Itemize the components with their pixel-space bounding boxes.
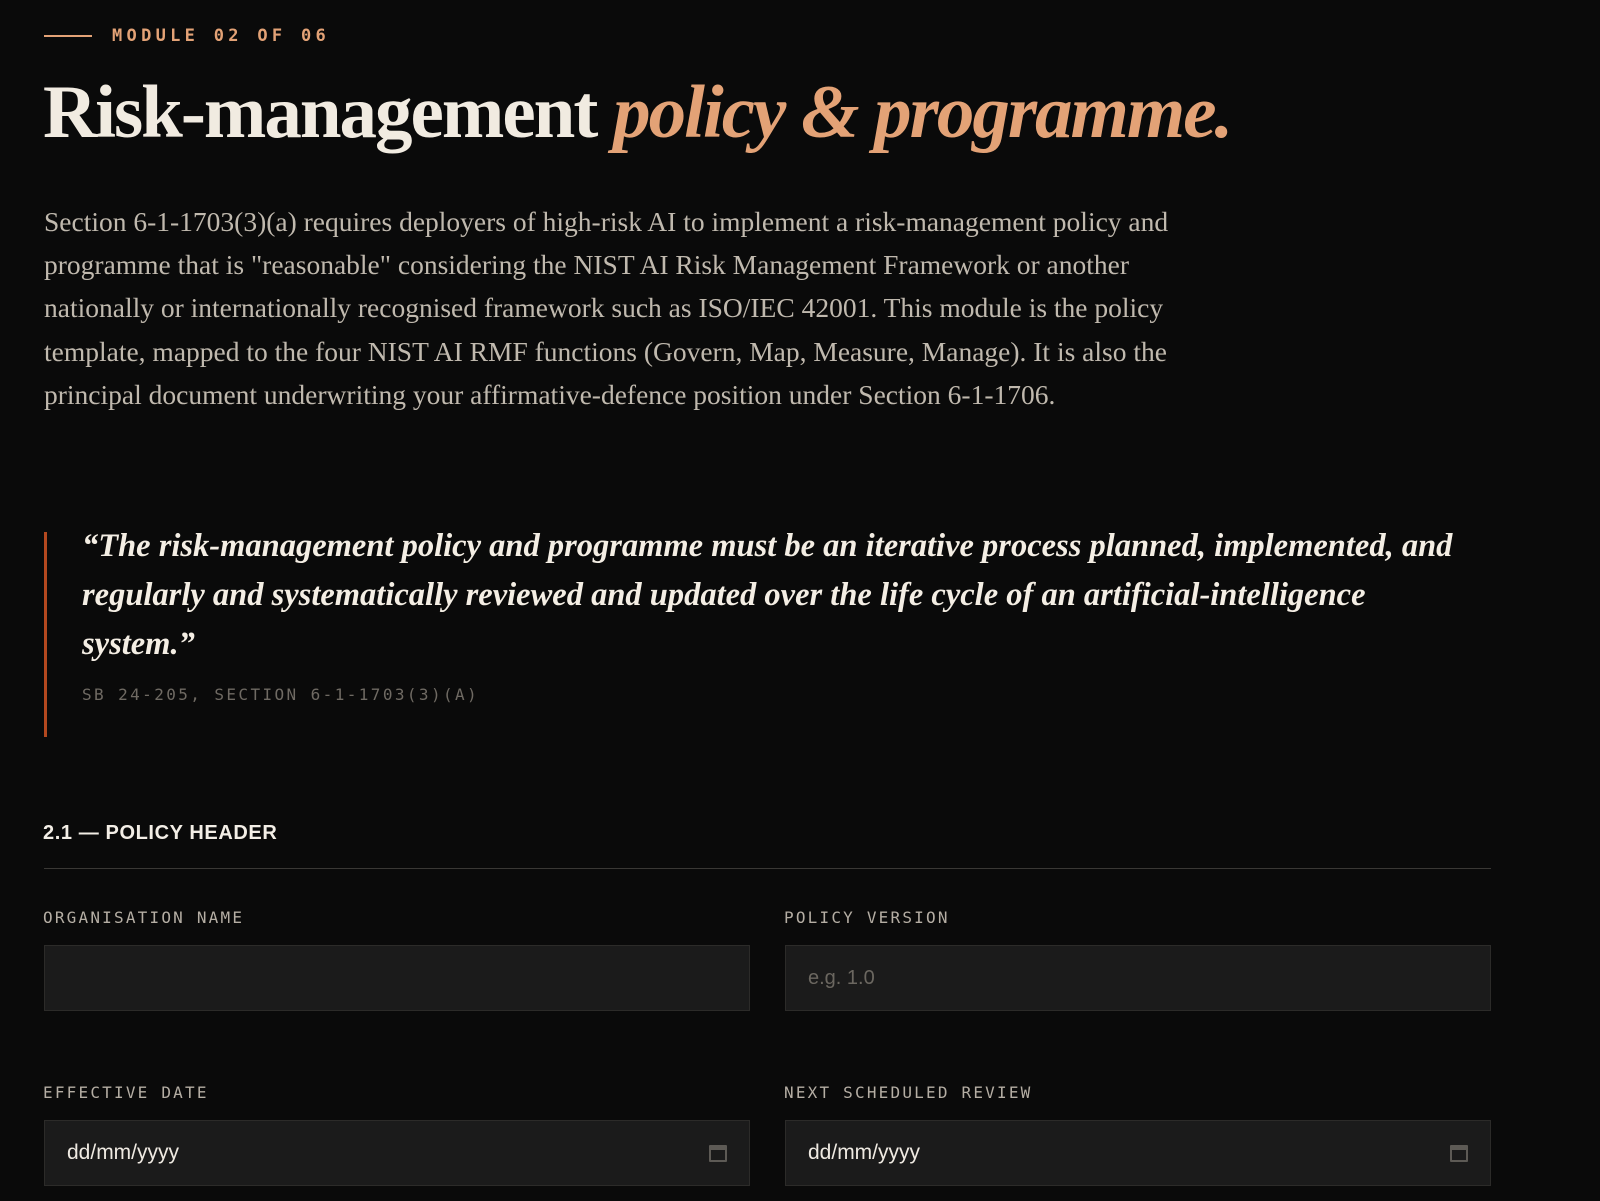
policy-version-input[interactable]: [808, 967, 1468, 990]
org-name-input[interactable]: [67, 967, 727, 990]
policy-version-label: POLICY VERSION: [784, 908, 950, 927]
page-title-accent: policy & programme.: [613, 71, 1232, 154]
next-review-value[interactable]: dd/mm/yyyy: [808, 1141, 921, 1164]
module-eyebrow: [44, 26, 330, 46]
section-divider: [44, 868, 1491, 869]
effective-date-value[interactable]: dd/mm/yyyy: [67, 1141, 180, 1164]
module-counter: MODULE 02 OF 06: [112, 26, 331, 46]
intro-paragraph: Section 6-1-1703(3)(a) requires deployers of high-risk AI to implement a risk-management policy and programme that is "reasonable" considering the NIST AI Risk Management Framework or another nationally or internationally recognised framework such as ISO/IEC 42001. This module is the policy template, mapped to the four NIST AI RMF functions (Govern, Map, Measure, Manage). It is also the principal document underwriting your affirmative-defence position under Section 6-1-1706.: [44, 206, 1169, 410]
quote-text: “The risk-management policy and programme must be an iterative process planned, implemented, and regularly and systematically reviewed and updated over the life cycle of an artificial-intelligence system.”: [82, 528, 1453, 662]
effective-date-field[interactable]: [44, 1120, 750, 1186]
org-name-field[interactable]: [44, 945, 750, 1011]
effective-date-label: EFFECTIVE DATE: [43, 1083, 209, 1102]
org-name-label: ORGANISATION NAME: [43, 908, 245, 927]
section-title: 2.1 — POLICY HEADER: [43, 822, 278, 844]
next-review-field[interactable]: [785, 1120, 1491, 1186]
page-title-main: Risk-management: [43, 71, 614, 154]
next-review-label: NEXT SCHEDULED REVIEW: [784, 1083, 1033, 1102]
page-title: [43, 72, 1231, 153]
statute-quote: [44, 528, 1484, 737]
calendar-icon[interactable]: [709, 1145, 727, 1162]
eyebrow-rule: [44, 35, 92, 37]
calendar-icon[interactable]: [1450, 1145, 1468, 1162]
quote-citation: SB 24-205, SECTION 6-1-1703(3)(A): [82, 685, 480, 704]
policy-version-field[interactable]: [785, 945, 1491, 1011]
